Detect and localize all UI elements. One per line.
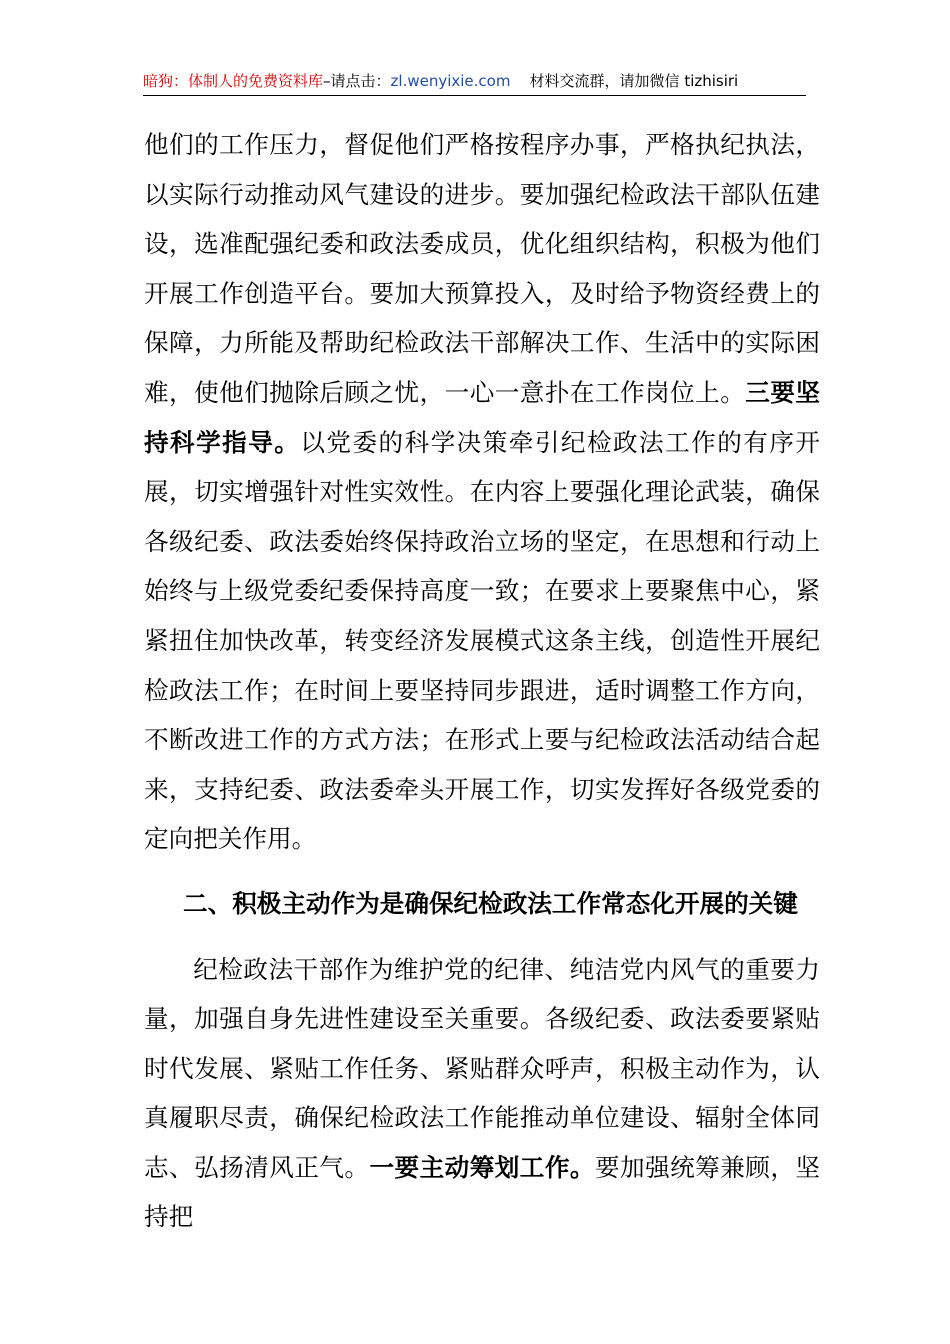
paragraph-1-text-b: 以党委的科学决策牵引纪检政法工作的有序开展，切实增强针对性实效性。在内容上要强化理论武装，确保各级纪委、政法委始终保持政治立场的坚定，在思想和行动上始终与上级党委纪委保持高度一致；在要求上要聚焦中心，紧紧扭住加快改革，转变经济发展模式这条主线，创造性开展纪检政法工作；在时间上要坚持同步跟进，适时调整工作方向，不断改进工作的方式方法；在形式上要与纪检政法活动结合起来，支持纪委、政法委牵头开展工作，切实发挥好各级党委的定向把关作用。 (144, 427, 820, 854)
section-heading-2: 二、积极主动作为是确保纪检政法工作常态化开展的关键 (183, 888, 798, 918)
paragraph-1-text-a: 他们的工作压力，督促他们严格按程序办事，严格执纪执法，以实际行动推动风气建设的进步。要加强纪检政法干部队伍建设，选准配强纪委和政法委成员，优化组织结构，积极为他们开展工作创造平台。要加大预算投入，及时给予物资经费上的保障，力所能及帮助纪检政法干部解决工作、生活中的实际困难，使他们抛除后顾之忧，一心一意扑在工作岗位上。 (144, 130, 820, 407)
header-prompt: –请点击： (323, 72, 391, 90)
paragraph-2-bold: 一要主动筹划工作。 (369, 1152, 595, 1182)
header-contact: 材料交流群，请加微信 tizhisiri (529, 72, 739, 90)
header-link[interactable]: zl.wenyixie.com (390, 72, 511, 90)
paragraph-2-text-b: 要加强统筹兼顾，坚持把 (144, 1152, 820, 1232)
paragraph-2-text-a: 纪检政法干部作为维护党的纪律、纯洁党内风气的重要力量，加强自身先进性建设至关重要。各级纪委、政法委要紧贴时代发展、紧贴工作任务、紧贴群众呼声，积极主动作为，认真履职尽责，确保纪检政法工作能推动单位建设、辐射全体同志、弘扬清风正气。 (144, 954, 820, 1182)
document-body (144, 120, 820, 1242)
header-site-name: 暗狗：体制人的免费资料库 (143, 72, 324, 90)
paragraph-2 (144, 945, 820, 1243)
page-header (143, 71, 806, 96)
paragraph-1-bold: 三要坚持科学指导。 (144, 377, 820, 457)
paragraph-1 (144, 120, 820, 864)
